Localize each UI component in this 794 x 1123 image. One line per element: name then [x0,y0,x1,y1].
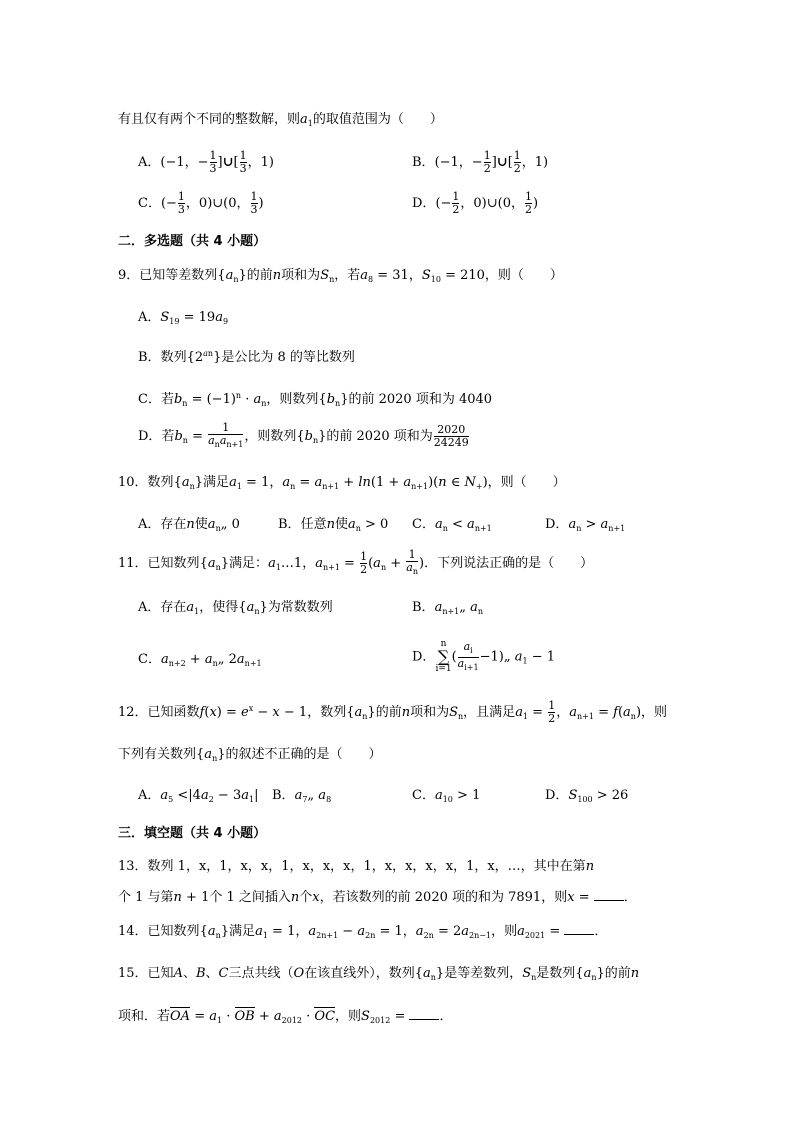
q12-option-c[interactable]: C．$a_{10} > 1$ [412,788,481,804]
q9-option-b[interactable]: B．数列$\{2^{an}\}$是公比为 8 的等比数列 [138,349,355,365]
q15-stem-line2: 项和．若OA = $a_1$ · OB + $a_{2012}$ · OC，则$S_{2012}$ = ． [118,1009,453,1025]
q15-answer-blank[interactable] [409,1009,439,1020]
q10-stem: 10．数列$\{a_n\}$满足$a_1 = 1$，$a_n = a_{n+1} + \ln(1 + a_{n+1})(n$ ∈ $N_+$)，则（ ） [118,475,566,491]
q14-stem: 14．已知数列$\{a_n\}$满足$a_1 = 1$，$a_{2n+1} - a_{2n} = 1$，$a_{2n} = 2a_{2n-1}$，则$a_{2021}$ = ． [118,924,608,940]
q9-option-a[interactable]: A．$S_{19} = 19a_9$ [138,310,229,326]
q10-option-b[interactable]: B．任意n使$a_n > 0$ [278,517,389,533]
section-heading-multi-choice: 二．多选题（共 4 小题） [118,234,267,249]
q10-option-c[interactable]: C．$a_n < a_{n+1}$ [412,517,492,533]
q10-option-d[interactable]: D．$a_n > a_{n+1}$ [545,517,626,533]
q11-option-c[interactable]: C．$a_{n+2}$ + $a_n„$ $2a_{n+1}$ [138,652,262,668]
q11-option-a[interactable]: A．存在$a_1$，使得$\{a_n\}$为常数数列 [138,600,333,616]
q8-option-c[interactable]: C．(− $\frac{1}{3}$ ，0)∪(0， $\frac{1}{3}$ ) [138,190,264,216]
q10-option-a[interactable]: A．存在n使$a_n„$ 0 [138,517,240,533]
q8-option-b[interactable]: B．(−1，− $\frac{1}{2}$ ]∪[ $\frac{1}{2}$ ，1) [412,149,549,175]
q9-option-c[interactable]: C．若$b_n = (-1)^n \cdot a_n$，则数列$\{b_n\}$的前 2020 项和为 4040 [138,391,493,408]
section-heading-fill-in: 三．填空题（共 4 小题） [118,826,267,841]
q8-option-a[interactable]: A．(−1，− $\frac{1}{3}$ ]∪[ $\frac{1}{3}$ ，1) [138,149,274,175]
q12-option-b[interactable]: B．$a_7„$ $a_8$ [272,788,332,804]
q11-stem: 11．已知数列$\{a_n\}$满足：$a_1\dots 1$，$a_{n+1}$ = $\frac{1}{2}$ ($a_n$ + $\frac{1}{a_n}$ )．下列说法正确的是（ ） [118,548,594,576]
q12-option-a[interactable]: A．$a_5 <|4a_2 - 3a_1|$ [138,788,259,804]
q13-stem-line1: 13．数列 1，x，1，x，x，1，x，x，x，1，x，x，x，x，1，x，…，其中在第n [118,859,595,874]
q11-option-d[interactable]: D．n ∑ i=1( $\frac{a_i}{a_{i+1}}$ −1)„ $a_1 - 1$ [412,639,555,674]
q14-answer-blank[interactable] [564,924,594,935]
q8-option-d[interactable]: D．(− $\frac{1}{2}$ ，0)∪(0， $\frac{1}{2}$ ) [412,190,539,216]
q12-stem-line2: 下列有关数列$\{a_n\}$的叙述不正确的是（ ） [118,747,382,763]
q9-stem: 9．已知等差数列$\{a_n\}$的前n项和为$S_n$，若$a_8 = 31$，$S_{10} = 210$，则（ ） [118,268,563,284]
q12-option-d[interactable]: D．$S_{100} > 26$ [545,788,629,804]
q13-stem-line2: 个 1 与第n + 1个 1 之间插入n个x，若该数列的前 2020 项的和为 7891，则x = ． [118,890,637,905]
q11-option-b[interactable]: B．$a_{n+1}„$ $a_n$ [412,600,484,616]
q13-answer-blank[interactable] [594,890,624,901]
q8-stem-tail: 有且仅有两个不同的整数解，则$a_1$的取值范围为（ ） [118,112,443,128]
q9-option-d[interactable]: D．若$b_n$ = $\frac{1}{a_na_{n+1}}$ ，则数列$\{b_n\}$的前 2020 项和为 $\frac{2020}{24249}$ [138,421,469,449]
q12-stem-line1: 12．已知函数$f(x) = e^x - x - 1$，数列$\{a_n\}$的前n项和为$S_n$，且满足$a_1$ = $\frac{1}{2}$ ，$a_{n+1} = f(a_n)$，则 [118,699,668,725]
q15-stem-line1: 15．已知A、B、C三点共线（O在该直线外），数列$\{a_n\}$是等差数列，$S_n$是数列$\{a_n\}$的前n [118,966,640,982]
